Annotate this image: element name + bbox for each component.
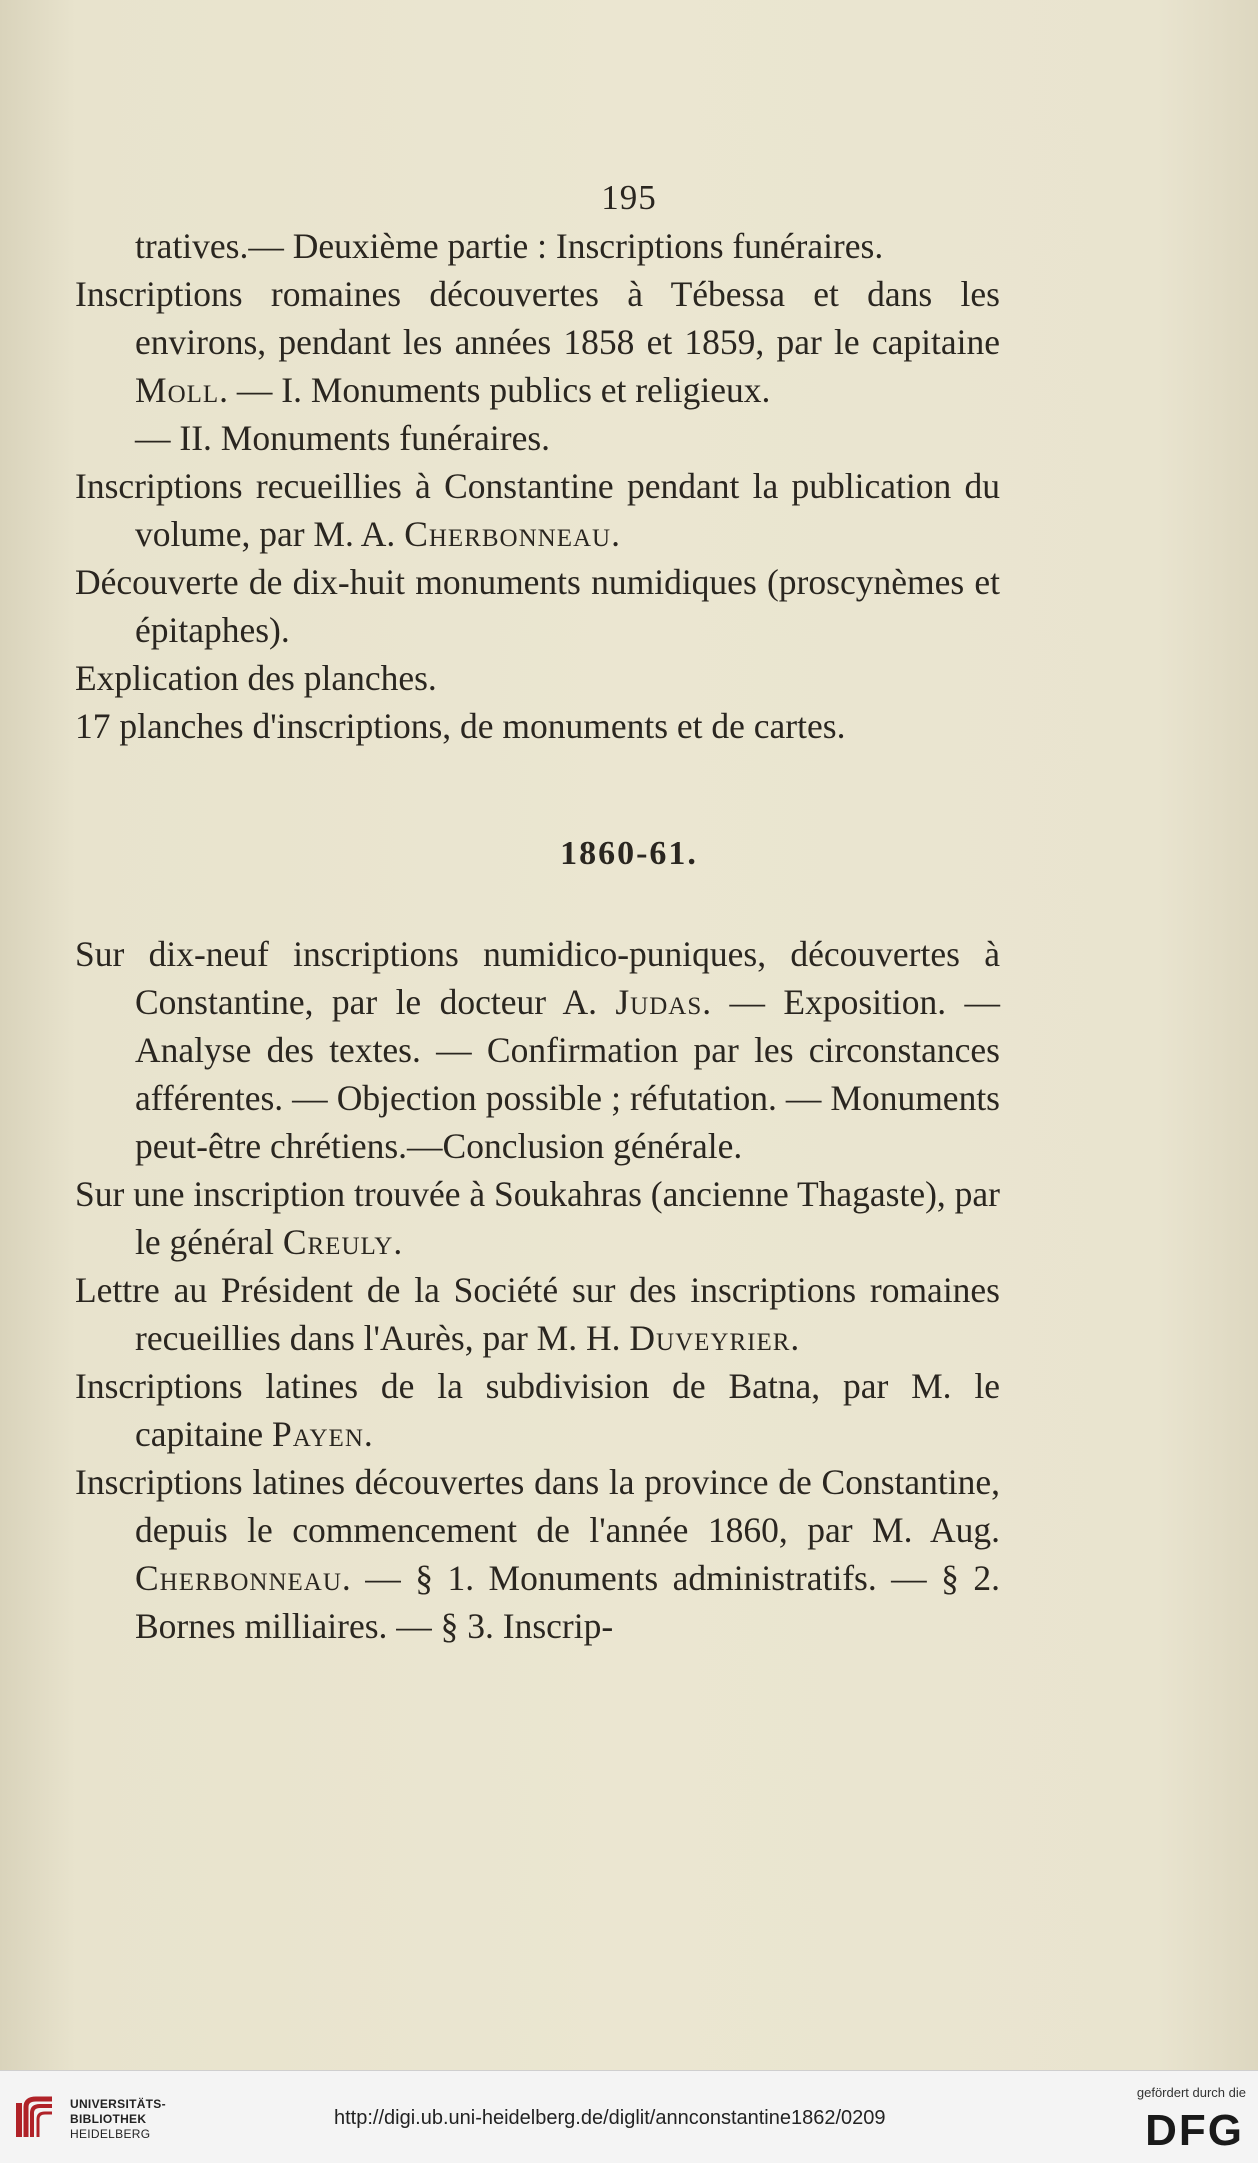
list-item: Inscriptions romaines découvertes à Tébessa et dans les environs, pendant les années 1858 et 1859, par le capitaine Moll. — I. Monuments publics et religieux.: [75, 274, 1000, 410]
list-item: Lettre au Président de la Société sur des inscriptions romaines recueillies dans l'Aurès, par M. H. Duveyrier.: [75, 1270, 1000, 1358]
list-item: Sur une inscription trouvée à Soukahras (ancienne Thagaste), par le général Creuly.: [75, 1174, 1000, 1262]
heidelberg-library-logo-icon: [12, 2093, 60, 2145]
footer-bar: [0, 2070, 1258, 2163]
source-url-link[interactable]: http://digi.ub.uni-heidelberg.de/diglit/annconstantine1862/0209: [334, 2107, 886, 2129]
author-name: Duveyrier: [629, 1318, 791, 1358]
author-name: Moll: [135, 370, 220, 410]
author-name: Cherbonneau: [135, 1558, 342, 1598]
list-item-continuation: — II. Monuments funéraires.: [135, 418, 551, 458]
author-name: Judas: [615, 982, 703, 1022]
text-block-upper: [75, 222, 1000, 750]
library-name: UNIVERSITÄTS- BIBLIOTHEK HEIDELBERG: [70, 2097, 166, 2141]
dfg-logo: DFG: [1145, 2106, 1244, 2155]
list-item: Inscriptions latines découvertes dans la province de Constantine, depuis le commencement de l'année 1860, par M. Aug. Cherbonneau. — § 1. Monuments administratifs. — § 2. Bornes milliaires. — § 3. Inscrip-: [75, 1462, 1000, 1646]
list-item: Sur dix-neuf inscriptions numidico-puniques, découvertes à Constantine, par le docteur A. Judas. — Exposition. — Analyse des textes. — Confirmation par les circonstances afférentes. — Objection possible ; réfutation. — Monuments peut-être chrétiens.—Conclusion générale.: [75, 934, 1000, 1166]
funding-label: gefördert durch die: [1136, 2085, 1246, 2100]
author-name: Payen: [272, 1414, 364, 1454]
author-name: Cherbonneau: [404, 514, 612, 554]
carryover-line: tratives.— Deuxième partie : Inscriptions funéraires.: [135, 226, 884, 266]
section-title: 1860-61.: [560, 835, 698, 872]
list-item: Inscriptions latines de la subdivision de Batna, par M. le capitaine Payen.: [75, 1366, 1000, 1454]
text-block-lower: [75, 930, 1000, 1650]
list-item: 17 planches d'inscriptions, de monuments et de cartes.: [75, 706, 846, 746]
list-item: Explication des planches.: [75, 658, 437, 698]
page-number: 195: [601, 178, 657, 217]
author-name: Creuly: [282, 1222, 394, 1262]
list-item: Découverte de dix-huit monuments numidiques (proscynèmes et épitaphes).: [75, 562, 1000, 650]
list-item: Inscriptions recueillies à Constantine pendant la publication du volume, par M. A. Cherbonneau.: [75, 466, 1000, 554]
